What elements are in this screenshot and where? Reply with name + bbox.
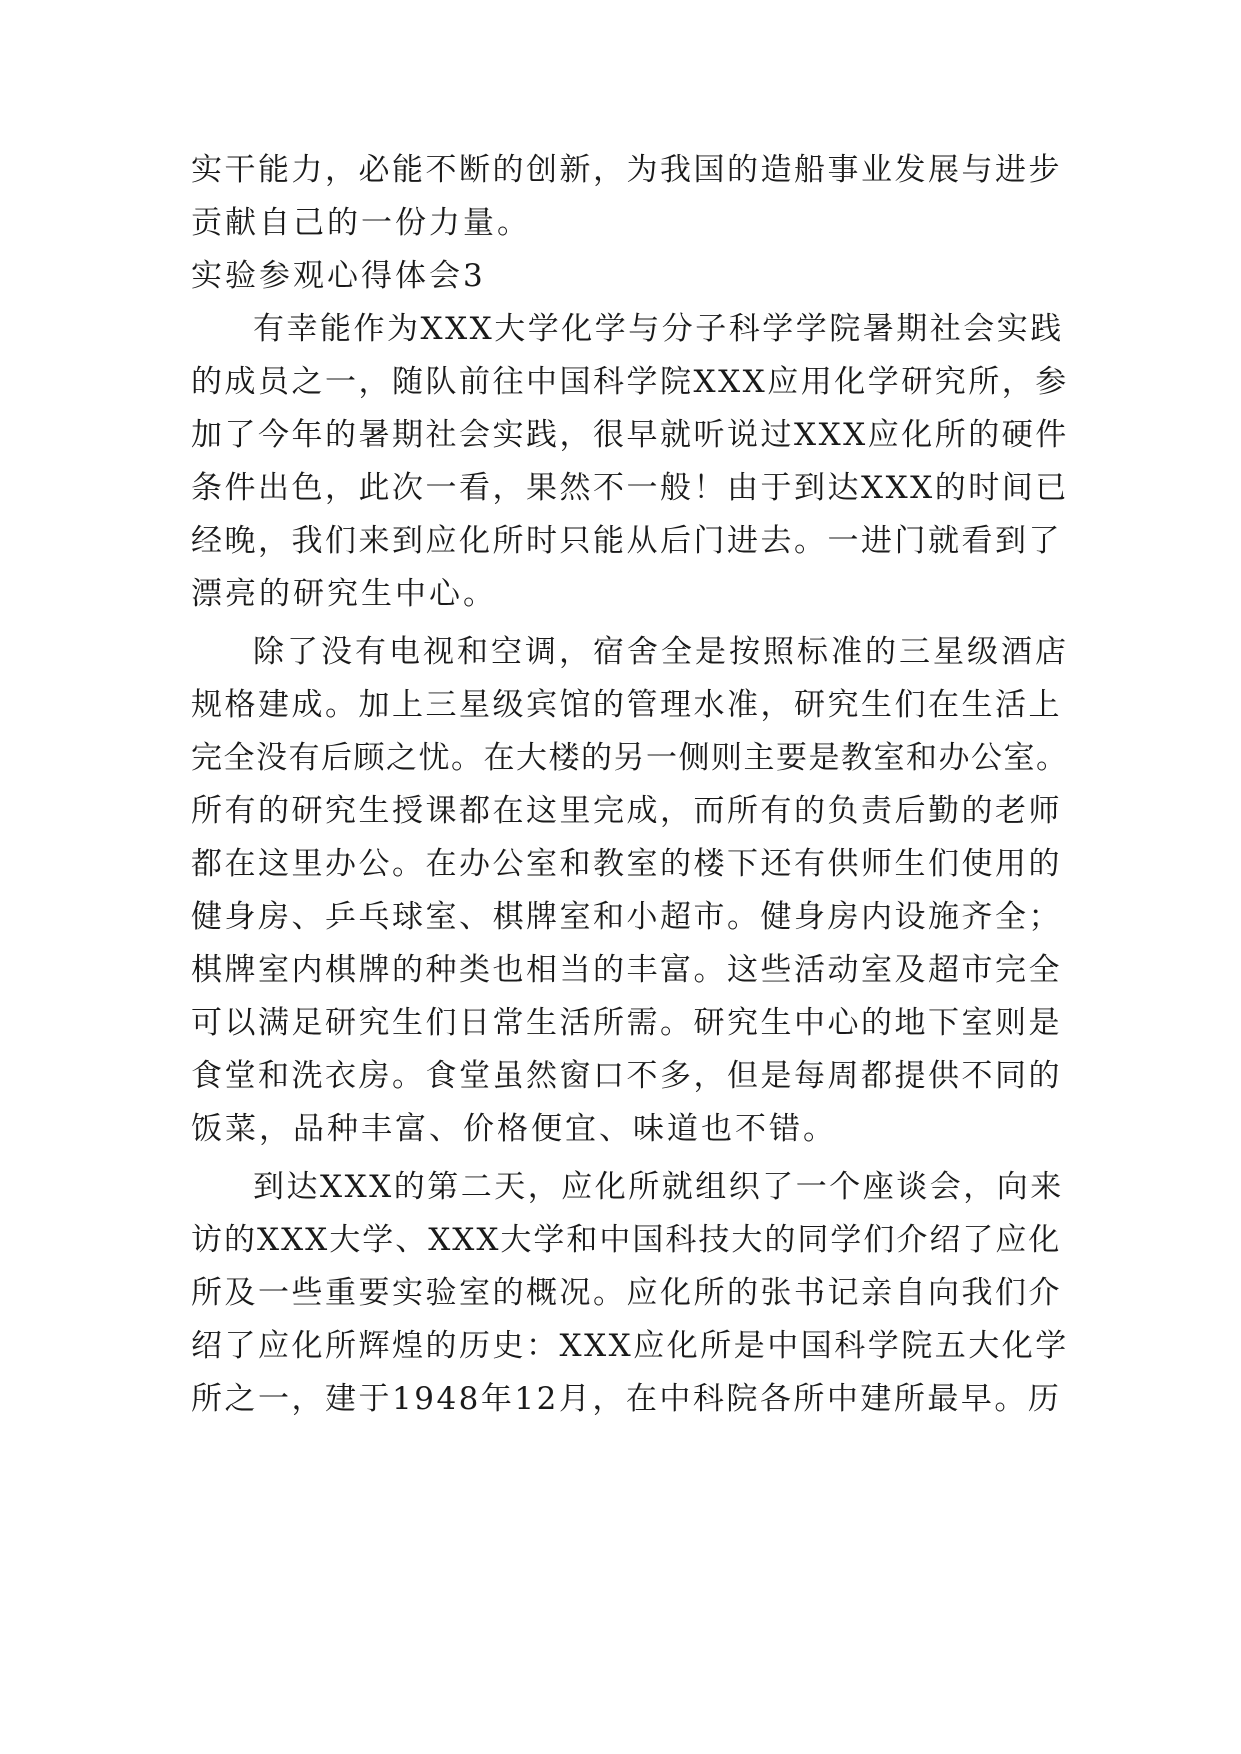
paragraph-line: 条件出色，此次一看，果然不一般！由于到达XXX的时间已 [191,470,1069,506]
paragraph-line: 有幸能作为XXX大学化学与分子科学学院暑期社会实践 [253,311,1064,347]
paragraph-line: 访的XXX大学、XXX大学和中国科技大的同学们介绍了应化 [191,1222,1062,1258]
text-line: 贡献自己的一份力量。 [191,205,531,241]
paragraph-line: 所之一，建于1948年12月，在中科院各所中建所最早。历 [191,1381,1062,1417]
paragraph-line: 所有的研究生授课都在这里完成，而所有的负责后勤的老师 [191,793,1062,829]
paragraph-line: 饭菜，品种丰富、价格便宜、味道也不错。 [191,1111,837,1147]
paragraph-line: 所及一些重要实验室的概况。应化所的张书记亲自向我们介 [191,1275,1062,1311]
paragraph-line: 漂亮的研究生中心。 [191,576,497,612]
paragraph-line: 经晚，我们来到应化所时只能从后门进去。一进门就看到了 [191,523,1062,559]
text-line: 实干能力，必能不断的创新，为我国的造船事业发展与进步 [191,152,1062,188]
paragraph-line: 完全没有后顾之忧。在大楼的另一侧则主要是教室和办公室。 [191,740,1069,776]
paragraph-line: 健身房、乒乓球室、棋牌室和小超市。健身房内设施齐全； [191,899,1062,935]
paragraph-line: 的成员之一，随队前往中国科学院XXX应用化学研究所，参 [191,364,1069,400]
paragraph-line: 食堂和洗衣房。食堂虽然窗口不多，但是每周都提供不同的 [191,1058,1062,1094]
paragraph-line: 加了今年的暑期社会实践，很早就听说过XXX应化所的硬件 [191,417,1069,453]
paragraph-line: 规格建成。加上三星级宾馆的管理水准，研究生们在生活上 [191,687,1062,723]
paragraph-line: 棋牌室内棋牌的种类也相当的丰富。这些活动室及超市完全 [191,952,1062,988]
paragraph-line: 都在这里办公。在办公室和教室的楼下还有供师生们使用的 [191,846,1062,882]
section-title: 实验参观心得体会3 [191,258,486,294]
paragraph-line: 绍了应化所辉煌的历史：XXX应化所是中国科学院五大化学 [191,1328,1069,1364]
paragraph-line: 除了没有电视和空调，宿舍全是按照标准的三星级酒店 [253,634,1069,670]
paragraph-line: 到达XXX的第二天，应化所就组织了一个座谈会，向来 [253,1169,1064,1205]
paragraph-line: 可以满足研究生们日常生活所需。研究生中心的地下室则是 [191,1005,1062,1041]
